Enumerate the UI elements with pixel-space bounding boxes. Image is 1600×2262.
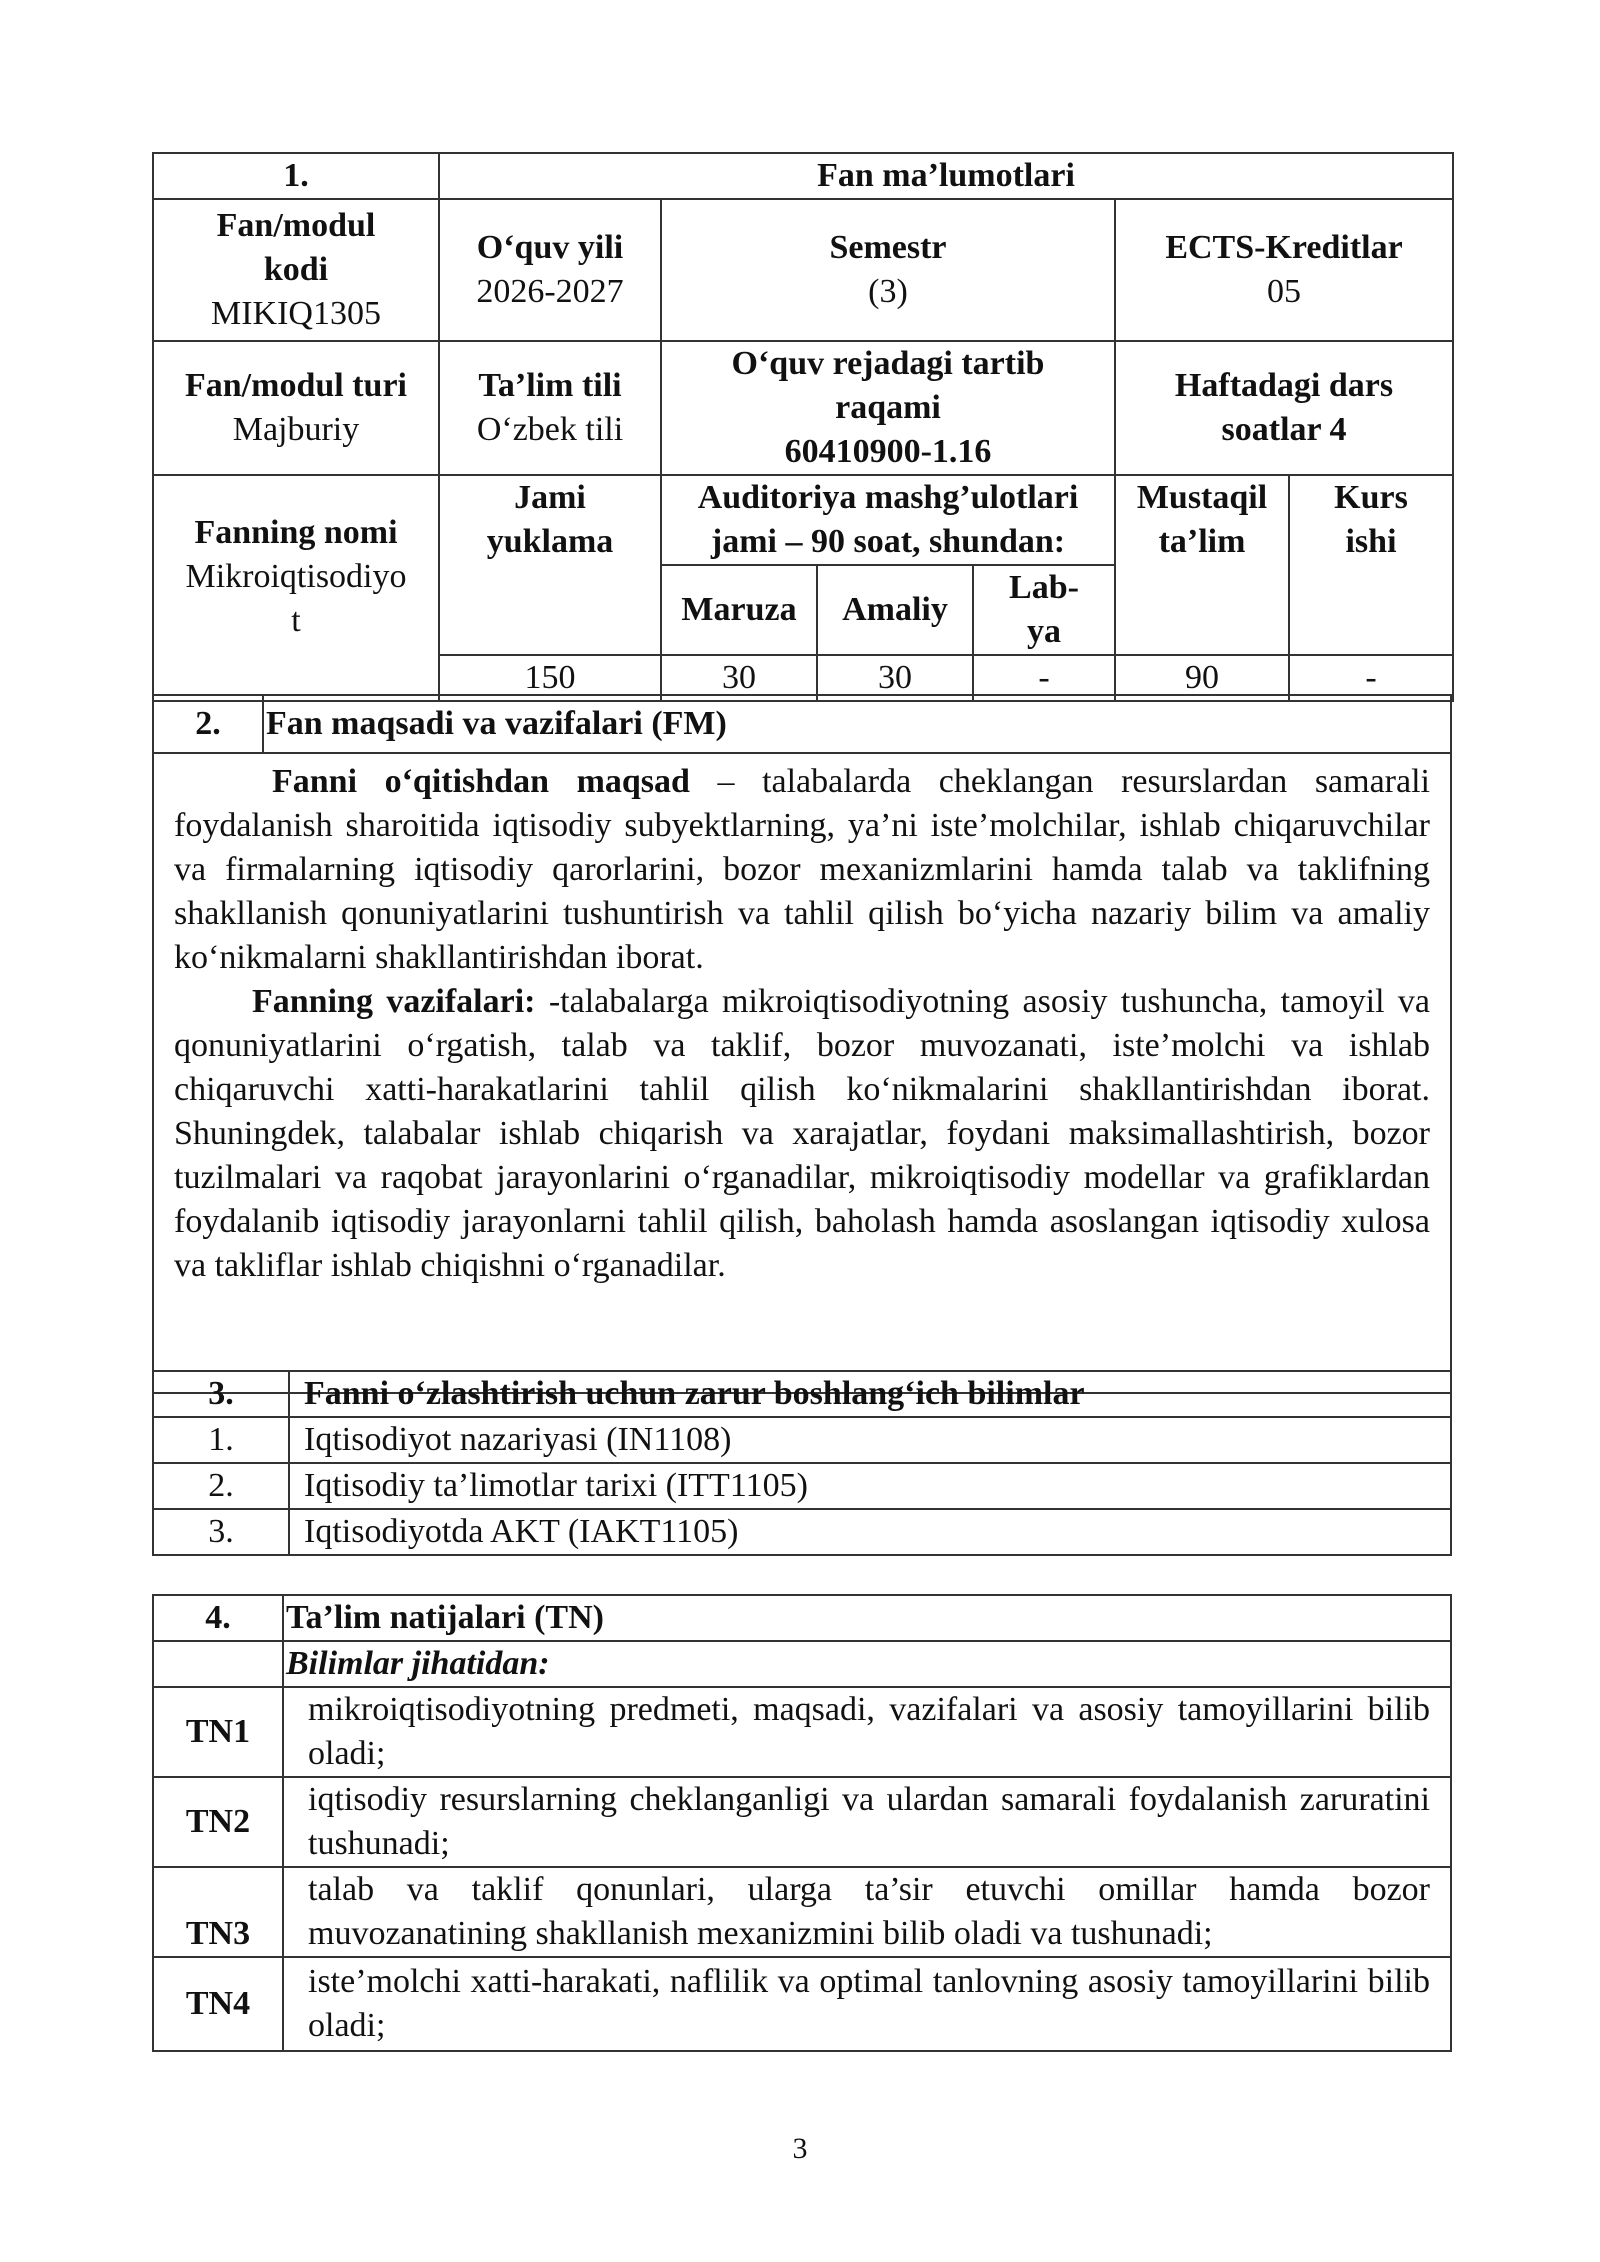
curriculum-number-value: 60410900-1.16 [784, 433, 992, 470]
goal-paragraph [174, 760, 1430, 980]
practice-header: Amaliy [817, 565, 973, 655]
goal-text: – talabalarda cheklangan resurslardan samarali foydalanish sharoitida iqtisodiy subyektlarning, ya’ni iste’molchilar, ishlab chiqaruvchilar va firmalarning iqtisodiy qarorlarini, bozor mexanizmlarini hamda talab va taklifning shakllanish qonuniyatlarini tushuntirish va tahlil qilish bo‘yicha nazariy bilim va amaliy ko‘nikmalarni shakllantirishdan iborat. [174, 763, 1430, 976]
outcomes-table [152, 1594, 1452, 2052]
list-item [153, 1509, 1451, 1555]
section-number: 3. [153, 1371, 289, 1417]
module-code-label-2: kodi [263, 251, 329, 288]
lab-label-2: ya [1027, 613, 1061, 650]
page-number: 3 [792, 2132, 808, 2165]
course-name-label: Fanning nomi [194, 514, 398, 551]
course-name-cell [153, 475, 439, 701]
tasks-paragraph [174, 980, 1430, 1288]
item-number: 1. [153, 1417, 289, 1463]
section-title: Fanni o‘zlashtirish uchun zarur boshlang‘ich bilimlar [289, 1371, 1451, 1417]
prerequisites-table [152, 1370, 1452, 1556]
tasks-heading: Fanning vazifalari: [252, 983, 536, 1020]
goals-table [152, 694, 1452, 1394]
outcome-code: TN2 [153, 1777, 283, 1867]
total-load-value: 150 [439, 655, 661, 701]
outcome-text: iqtisodiy resurslarning cheklanganligi va ulardan samarali foydalanish zaruratini tushunadi; [283, 1777, 1451, 1867]
outcome-text: talab va taklif qonunlari, ularga ta’sir etuvchi omillar hamda bozor muvozanatining shakllanish mexanizmini bilib oladi va tushunadi; [283, 1867, 1451, 1957]
tasks-text: -talabalarga mikroiqtisodiyotning asosiy tushuncha, tamoyil va qonuniyatlarini o‘rgatish, talab va taklif, bozor muvozanati, iste’molchi va ishlab chiqaruvchi xatti-harakatlarini tahlil qilish ko‘nikmalarini shakllantirishdan iborat. Shuningdek, talabalar ishlab chiqarish va xarajatlar, foydani maksimallashtirish, bozor tuzilmalari va raqobat jarayonlarini o‘rganadilar, mikroiqtisodiy modellar va grafiklardan foydalanib iqtisodiy jarayonlarni tahlil qilish, baholash hamda asoslangan iqtisodiy xulosa va takliflar ishlab chiqishni o‘rganadilar. [174, 983, 1430, 1284]
item-number: 2. [153, 1463, 289, 1509]
language-label: Ta’lim tili [478, 367, 622, 404]
lab-value: - [973, 655, 1115, 701]
self-study-header [1115, 475, 1289, 655]
empty-cell [153, 1641, 283, 1687]
language-cell [439, 341, 661, 475]
academic-year-value: 2026-2027 [476, 273, 624, 310]
item-number: 3. [153, 1509, 289, 1555]
auditorium-header [661, 475, 1115, 565]
outcome-row [153, 1687, 1451, 1777]
item-text: Iqtisodiy ta’limotlar tarixi (ITT1105) [289, 1463, 1451, 1509]
outcome-code: TN3 [153, 1867, 283, 1957]
self-study-label-2: ta’lim [1158, 523, 1246, 560]
section-number: 1. [153, 153, 439, 199]
goal-heading: Fanni o‘qitishdan maqsad [272, 763, 690, 800]
total-load-header [439, 475, 661, 655]
list-item [153, 1417, 1451, 1463]
lecture-header: Maruza [661, 565, 817, 655]
academic-year-cell [439, 199, 661, 341]
course-work-label-2: ishi [1345, 523, 1397, 560]
language-value: O‘zbek tili [476, 411, 624, 448]
course-work-value: - [1289, 655, 1453, 701]
course-name-value: Mikroiqtisodiyo [185, 558, 407, 595]
lab-label: Lab- [1009, 569, 1079, 606]
lecture-value: 30 [661, 655, 817, 701]
outcomes-subtitle: Bilimlar jihatidan: [283, 1641, 1451, 1687]
course-name-value-2: t [291, 602, 301, 639]
self-study-label: Mustaqil [1136, 479, 1268, 516]
module-code-cell [153, 199, 439, 341]
auditorium-label-2: jami – 90 soat, shundan: [710, 523, 1066, 560]
section-number: 2. [153, 695, 263, 753]
module-code-label: Fan/modul [216, 207, 376, 244]
list-item [153, 1463, 1451, 1509]
academic-year-label: O‘quv yili [476, 229, 624, 266]
section-title: Fan ma’lumotlari [439, 153, 1453, 199]
practice-value: 30 [817, 655, 973, 701]
section-title: Fan maqsadi va vazifalari (FM) [263, 695, 1451, 753]
goals-body [153, 753, 1451, 1393]
lab-header [973, 565, 1115, 655]
total-load-label-2: yuklama [486, 523, 614, 560]
curriculum-number-label: O‘quv rejadagi tartib [731, 345, 1045, 382]
outcome-row [153, 1957, 1451, 2051]
auditorium-label: Auditoriya mashg’ulotlari [697, 479, 1079, 516]
outcome-code: TN4 [153, 1957, 283, 2051]
outcome-row [153, 1777, 1451, 1867]
curriculum-number-label-2: raqami [835, 389, 941, 426]
module-type-cell [153, 341, 439, 475]
outcome-text: iste’molchi xatti-harakati, naflilik va optimal tanlovning asosiy tamoyillarini bilib oladi; [283, 1957, 1451, 2051]
semester-value: (3) [868, 273, 908, 310]
item-text: Iqtisodiyot nazariyasi (IN1108) [289, 1417, 1451, 1463]
course-work-header [1289, 475, 1453, 655]
semester-label: Semestr [829, 229, 947, 266]
outcome-code: TN1 [153, 1687, 283, 1777]
ects-label: ECTS-Kreditlar [1165, 229, 1403, 266]
ects-value: 05 [1267, 273, 1302, 310]
course-work-label: Kurs [1334, 479, 1408, 516]
curriculum-number-cell [661, 341, 1115, 475]
weekly-hours-value: soatlar 4 [1221, 411, 1347, 448]
weekly-hours-label: Haftadagi dars [1174, 367, 1394, 404]
course-info-table [152, 152, 1454, 702]
total-load-label: Jami [514, 479, 586, 516]
weekly-hours-cell [1115, 341, 1453, 475]
section-number: 4. [153, 1595, 283, 1641]
outcome-row [153, 1867, 1451, 1957]
module-type-value: Majburiy [232, 411, 360, 448]
section-title: Ta’lim natijalari (TN) [283, 1595, 1451, 1641]
semester-cell [661, 199, 1115, 341]
module-type-label: Fan/modul turi [185, 367, 407, 404]
ects-cell [1115, 199, 1453, 341]
outcome-text: mikroiqtisodiyotning predmeti, maqsadi, vazifalari va asosiy tamoyillarini bilib oladi; [283, 1687, 1451, 1777]
self-study-value: 90 [1115, 655, 1289, 701]
module-code-value: MIKIQ1305 [211, 295, 381, 332]
item-text: Iqtisodiyotda AKT (IAKT1105) [289, 1509, 1451, 1555]
